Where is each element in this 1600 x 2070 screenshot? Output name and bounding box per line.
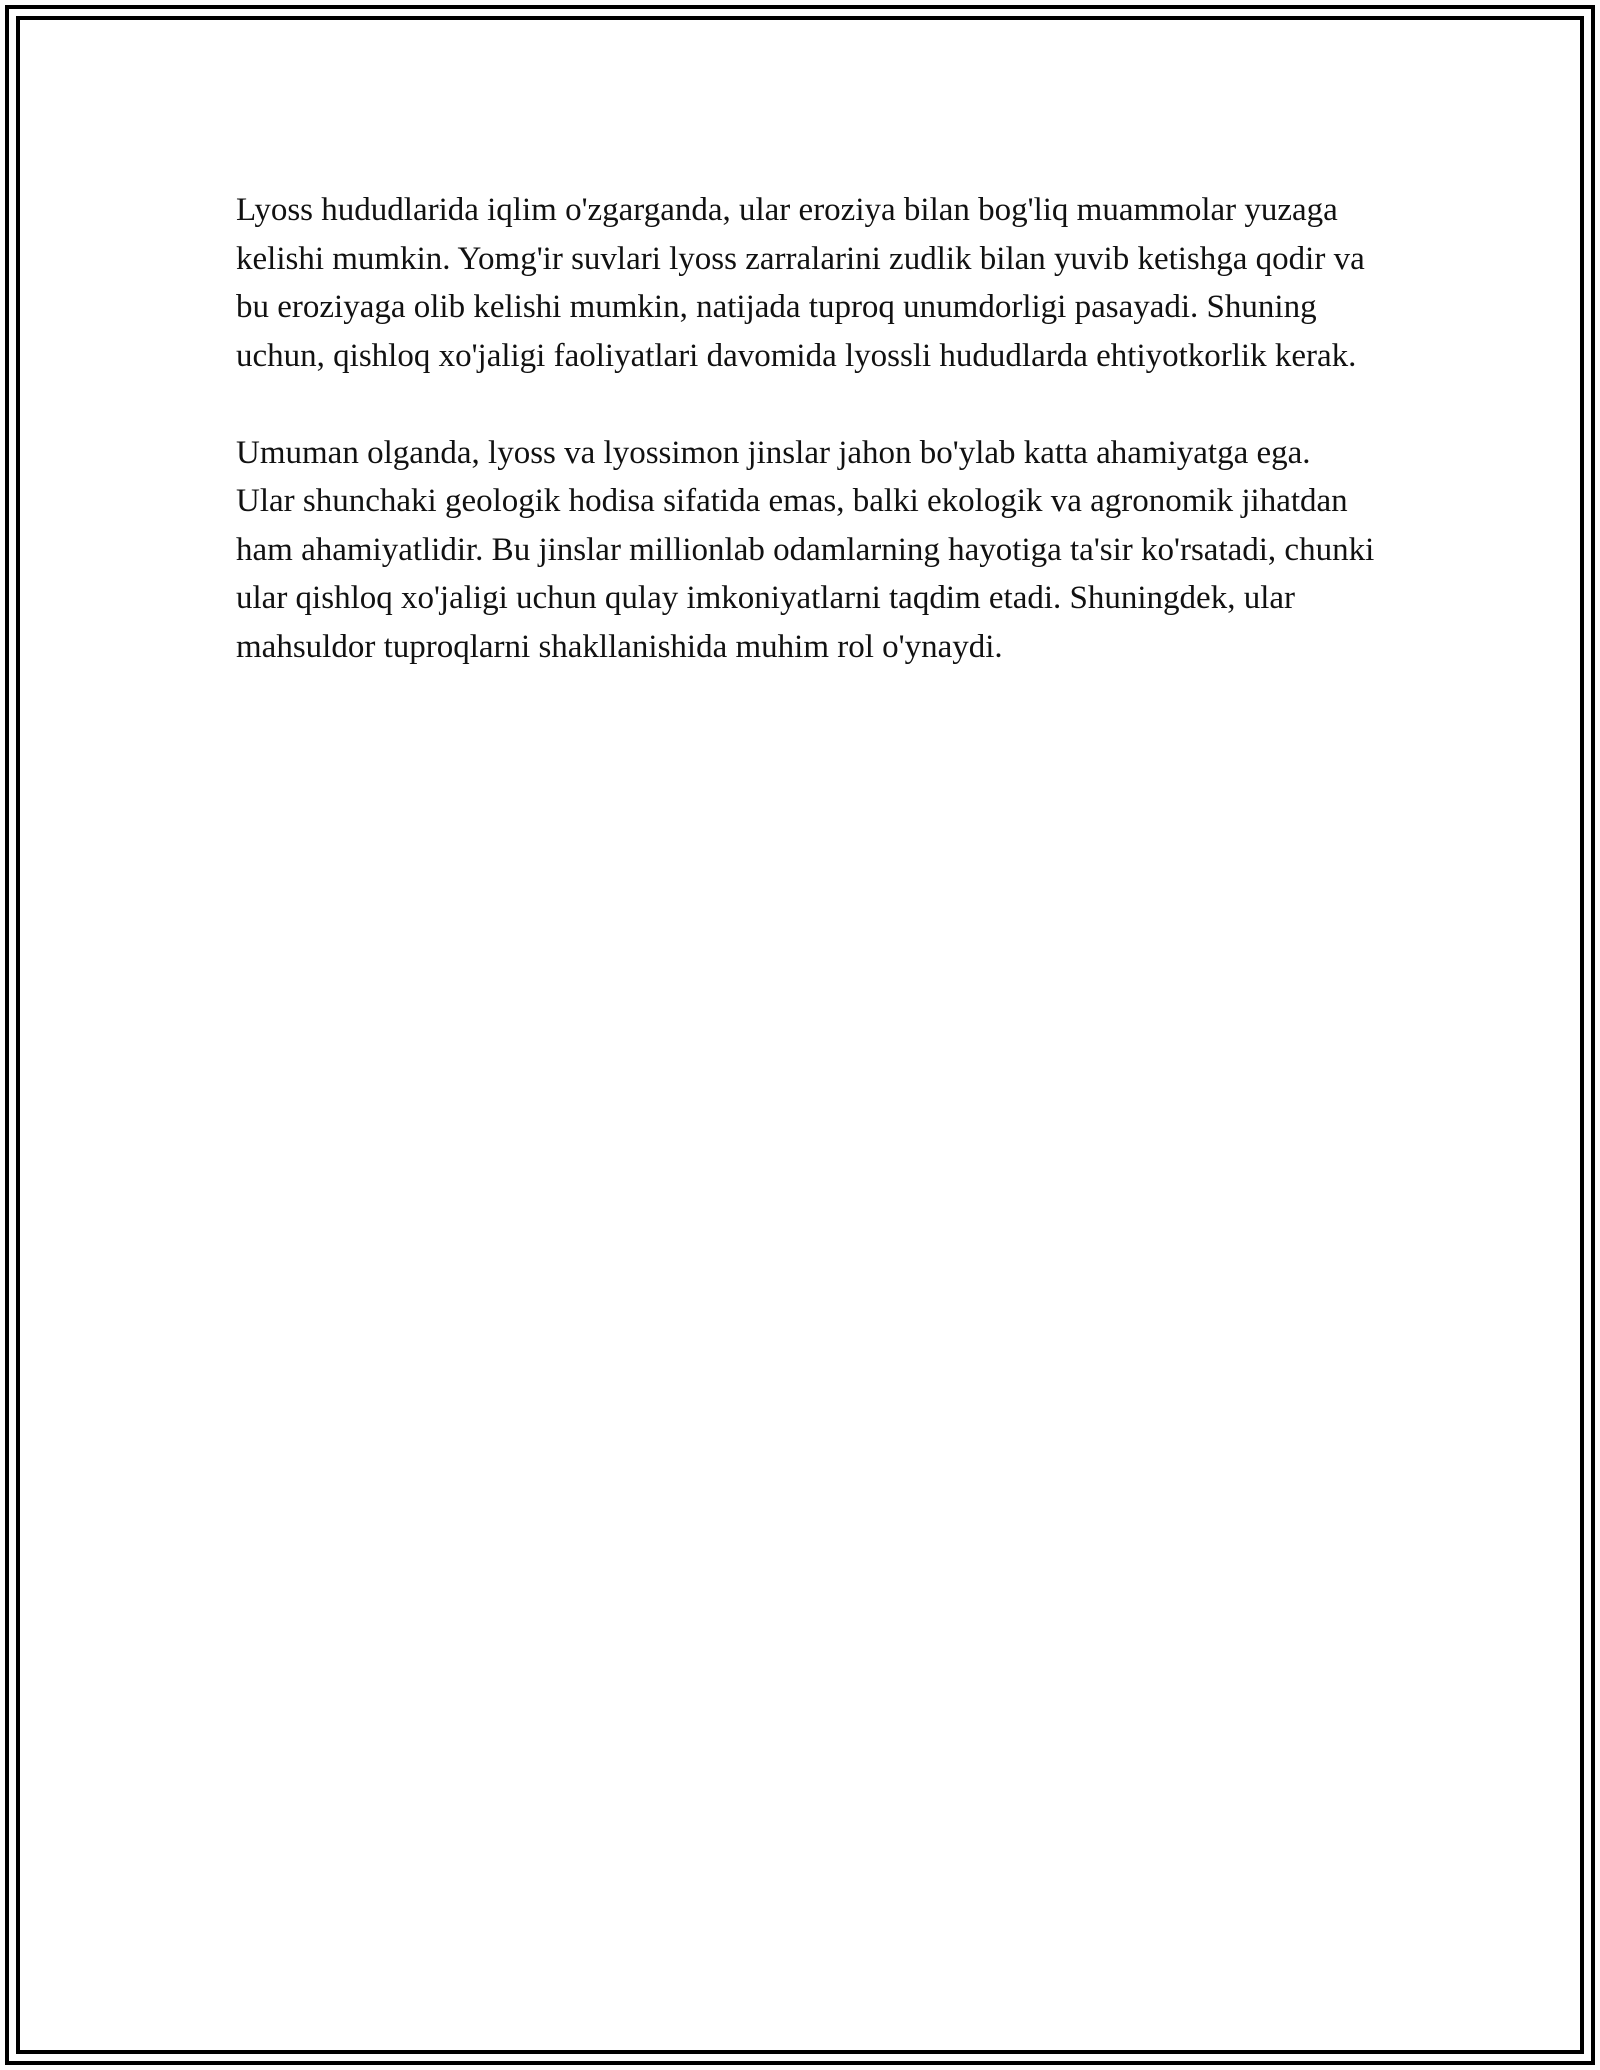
paragraph-erosion: Lyoss hududlarida iqlim o'zgarganda, ular eroziya bilan bog'liq muammolar yuzaga kelishi mumkin. Yomg'ir suvlari lyoss zarralarini zudlik bilan yuvib ketishga qodir va bu eroziyaga olib kelishi mumkin, natijada tuproq unumdorligi pasayadi. Shuning uchun, qishloq xo'jaligi faoliyatlari davomida lyossli hududlarda ehtiyotkorlik kerak. [236, 192, 1365, 374]
document-body [236, 186, 1376, 720]
paragraph-summary: Umuman olganda, lyoss va lyossimon jinslar jahon bo'ylab katta ahamiyatga ega. Ular shunchaki geologik hodisa sifatida emas, balki ekologik va agronomik jihatdan ham ahamiyatlidir. Bu jinslar millionlab odamlarning hayotiga ta'sir ko'rsatadi, chunki ular qishloq xo'jaligi uchun qulay imkoniyatlarni taqdim etadi. Shuningdek, ular mahsuldor tuproqlarni shakllanishida muhim rol o'ynaydi. [236, 434, 1375, 665]
